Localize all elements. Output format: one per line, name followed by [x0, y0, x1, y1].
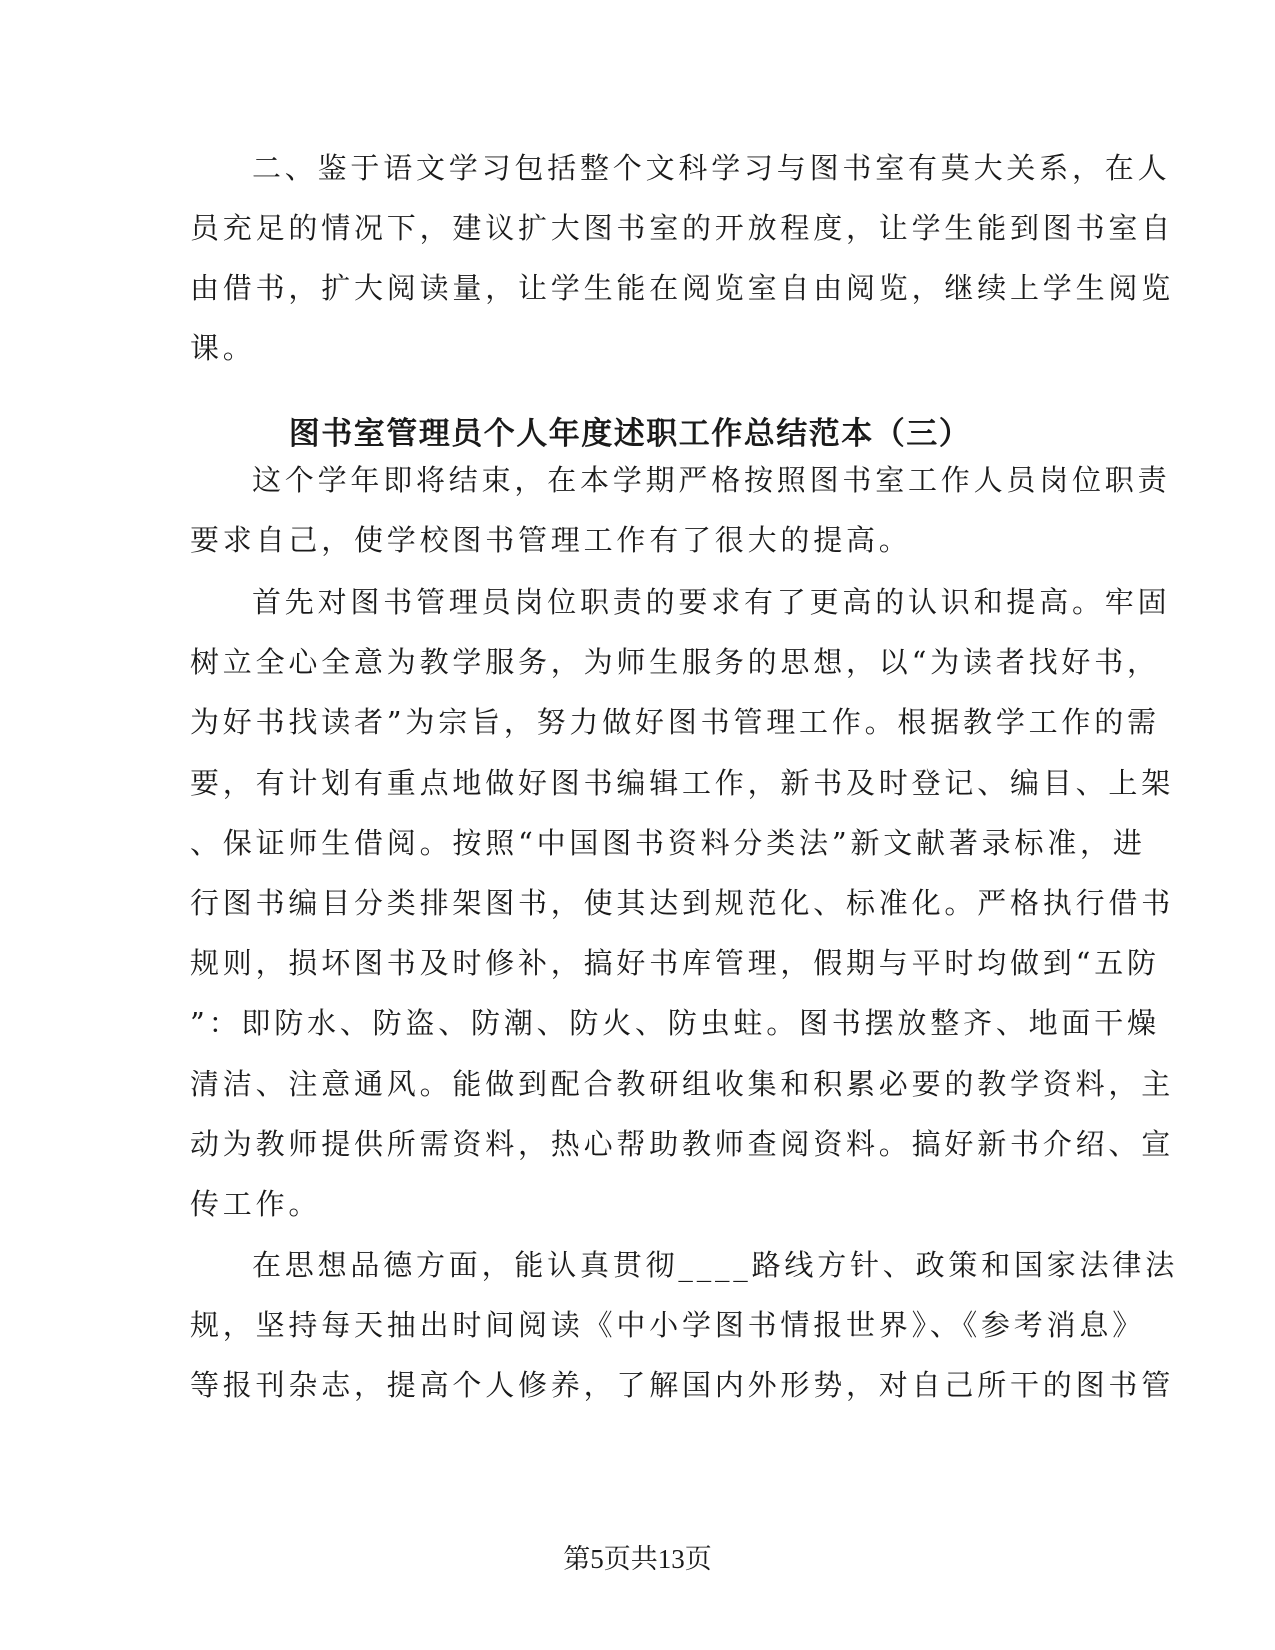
paragraph-intro-line-3: 由借书，扩大阅读量，让学生能在阅览室自由阅览，继续上学生阅览 — [190, 271, 1175, 305]
paragraph-intro-line-1: 二、鉴于语文学习包括整个文科学习与图书室有莫大关系，在人 — [252, 151, 1171, 185]
paragraph-2-line-8: ”：即防水、防盗、防潮、防火、防虫蛀。图书摆放整齐、地面干燥 — [190, 1006, 1160, 1040]
paragraph-1-line-1: 这个学年即将结束，在本学期严格按照图书室工作人员岗位职责 — [252, 463, 1171, 497]
page-number-footer: 第5页共13页 — [563, 1544, 712, 1574]
section-title: 图书室管理员个人年度述职工作总结范本（三） — [288, 416, 972, 452]
paragraph-2-line-1: 首先对图书管理员岗位职责的要求有了更高的认识和提高。牢固 — [252, 585, 1171, 619]
paragraph-intro-line-2: 员充足的情况下，建议扩大图书室的开放程度，让学生能到图书室自 — [190, 211, 1175, 245]
paragraph-2-line-10: 动为教师提供所需资料，热心帮助教师查阅资料。搞好新书介绍、宣 — [190, 1127, 1175, 1161]
paragraph-2-line-6: 行图书编目分类排架图书，使其达到规范化、标准化。严格执行借书 — [190, 886, 1175, 920]
paragraph-2-line-7: 规则，损坏图书及时修补，搞好书库管理，假期与平时均做到“五防 — [190, 946, 1160, 980]
paragraph-1-line-2: 要求自己，使学校图书管理工作有了很大的提高。 — [190, 523, 912, 557]
paragraph-2-line-3: 为好书找读者”为宗旨，努力做好图书管理工作。根据教学工作的需 — [190, 705, 1160, 739]
paragraph-3-line-3: 等报刊杂志，提高个人修养，了解国内外形势，对自己所干的图书管 — [190, 1368, 1175, 1402]
paragraph-3-line-2: 规，坚持每天抽出时间阅读《中小学图书情报世界》、《参考消息》 — [190, 1308, 1146, 1342]
paragraph-intro-line-4: 课。 — [190, 331, 256, 365]
paragraph-2-line-9: 清洁、注意通风。能做到配合教研组收集和积累必要的教学资料，主 — [190, 1067, 1175, 1101]
paragraph-2-line-11: 传工作。 — [190, 1187, 322, 1221]
paragraph-2-line-4: 要，有计划有重点地做好图书编辑工作，新书及时登记、编目、上架 — [190, 766, 1175, 800]
paragraph-2-line-2: 树立全心全意为教学服务，为师生服务的思想，以“为读者找好书， — [190, 645, 1160, 679]
paragraph-3-line-1: 在思想品德方面，能认真贯彻____路线方针、政策和国家法律法 — [252, 1248, 1179, 1282]
paragraph-2-line-5: 、保证师生借阅。按照“中国图书资料分类法”新文献著录标准，进 — [190, 826, 1146, 860]
